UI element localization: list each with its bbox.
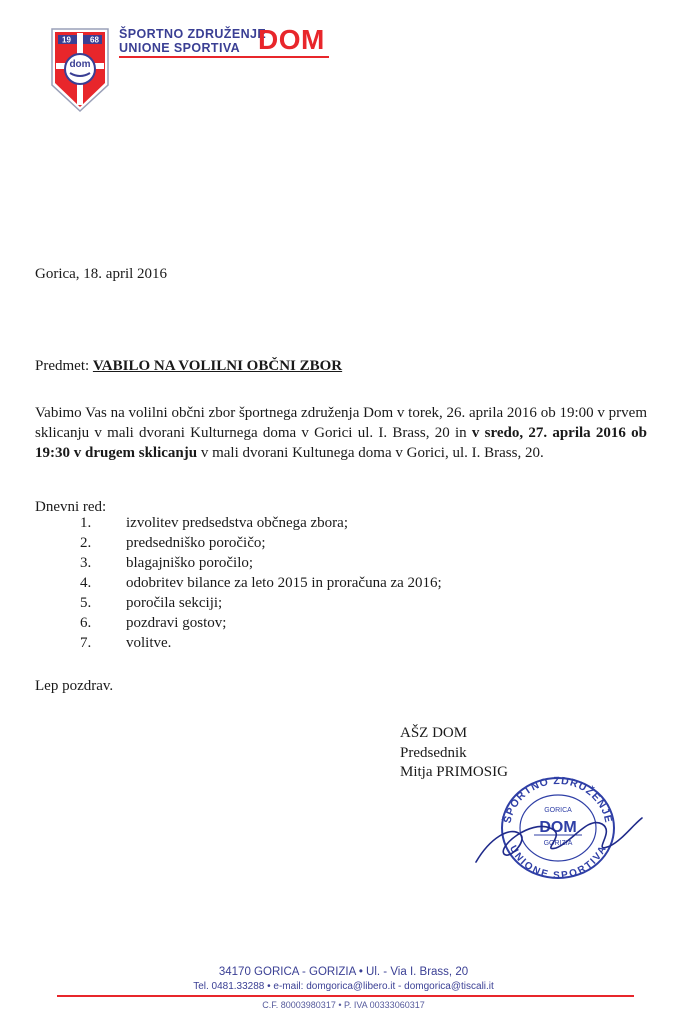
stamp-top-text: ŠPORTNO ZDRUŽENJE [501, 774, 615, 825]
letterhead-line-1: ŠPORTNO ZDRUŽENJE [119, 27, 267, 41]
agenda-text: volitve. [126, 635, 172, 651]
signature-org: AŠZ DOM [400, 725, 468, 741]
letterhead-line-2: UNIONE SPORTIVA [119, 41, 241, 55]
list-item [80, 593, 442, 613]
invitation-text-1: Vabimo Vas na volilni občni zbor športnega združenja Dom v torek, 26. aprila 2016 ob 19:00 v prvem sklicanju v mali dvorani Kulturnega doma v Gorici ul. I. Brass, 20 in [35, 405, 647, 441]
agenda-number: 1. [80, 515, 92, 531]
signature-name: Mitja PRIMOSIG [400, 764, 508, 780]
agenda-text: izvolitev predsedstva občnega zbora; [126, 515, 348, 531]
agenda-heading: Dnevni red: [35, 499, 107, 515]
signature-role: Predsednik [400, 744, 467, 761]
list-item [80, 613, 442, 633]
invitation-paragraph [35, 403, 647, 463]
agenda-number: 6. [80, 615, 92, 631]
list-item [80, 533, 442, 553]
letter-date: Gorica, 18. april 2016 [35, 266, 168, 282]
svg-text:68: 68 [90, 35, 99, 45]
list-item [80, 513, 442, 533]
dom-logo [50, 27, 110, 113]
svg-text:GORICA: GORICA [544, 807, 572, 814]
svg-text:19: 19 [62, 35, 71, 45]
agenda-number: 5. [80, 595, 92, 611]
list-item [80, 553, 442, 573]
list-item [80, 573, 442, 593]
subject-title: VABILO NA VOLILNI OBČNI ZBOR [92, 358, 343, 374]
agenda-text: pozdravi gostov; [126, 615, 227, 631]
list-item [80, 633, 442, 653]
svg-text:DOM: DOM [539, 819, 577, 836]
invitation-text-bold: v sredo, 27. aprila 2016 ob 19:30 v drugem sklicanju [35, 425, 648, 461]
letterhead-rule [119, 56, 329, 58]
agenda-number: 2. [80, 535, 92, 551]
svg-text:dom: dom [69, 59, 91, 70]
footer-contact: Tel. 0481.33288 • e-mail: domgorica@libero.it - domgorica@tiscali.it [193, 981, 494, 992]
subject-line [35, 356, 342, 376]
footer-rule [57, 995, 634, 997]
agenda-number: 7. [80, 635, 92, 651]
closing-text: Lep pozdrav. [35, 678, 114, 694]
footer-address: 34170 GORICA - GORIZIA • Ul. - Via I. Brass, 20 [218, 966, 469, 978]
footer-tax-ids: C.F. 80003980317 • P. IVA 00333060317 [262, 1000, 425, 1010]
agenda-text: predsedniško poročičo; [126, 535, 266, 551]
letterhead-title [119, 24, 325, 55]
subject-label: Predmet: [35, 358, 90, 374]
agenda-text: odobritev bilance za leto 2015 in proračuna za 2016; [126, 575, 442, 591]
letterhead-name: DOM [258, 24, 325, 55]
agenda-list [80, 513, 442, 653]
stamp-bottom-text: UNIONE SPORTIVA [506, 843, 610, 880]
agenda-text: blagajniško poročilo; [126, 555, 254, 571]
svg-text:UNIONE SPORTIVA [507, 844, 609, 880]
official-stamp [470, 768, 650, 880]
invitation-text-2: v mali dvorani Kultunega doma v Gorici, ul. I. Brass, 20. [200, 445, 544, 461]
svg-text:GORIZIA: GORIZIA [543, 840, 573, 847]
agenda-text: poročila sekciji; [126, 595, 223, 611]
agenda-number: 4. [80, 575, 92, 591]
svg-text:ŠPORTNO ZDRUŽENJE [501, 775, 615, 825]
agenda-number: 3. [80, 555, 92, 571]
